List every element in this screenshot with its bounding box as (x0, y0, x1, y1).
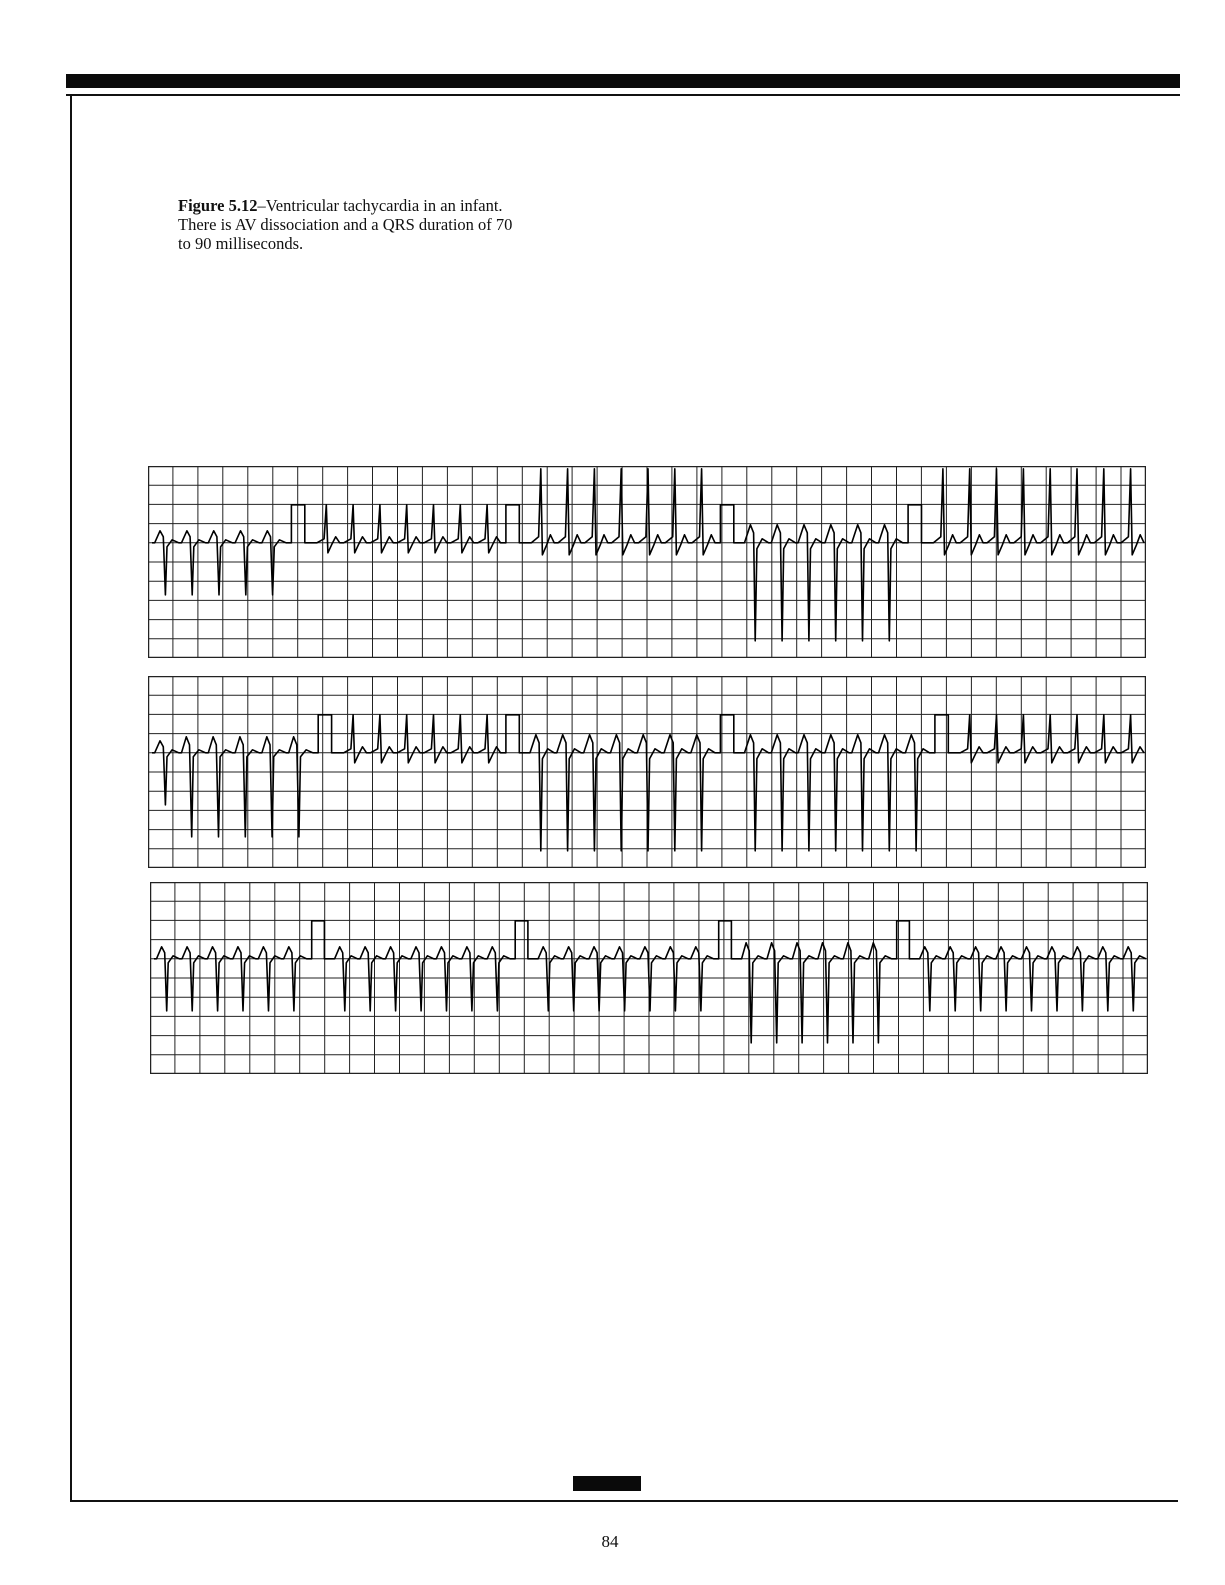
ecg-strip-3 (150, 882, 1148, 1074)
ecg-strip-svg-3 (150, 882, 1148, 1074)
page-number: 84 (601, 1532, 619, 1551)
caption-line-2: There is AV dissociation and a QRS duration of 70 (178, 215, 513, 234)
ecg-strip-1 (148, 466, 1146, 658)
top-rule-bar (66, 74, 1180, 88)
caption-text-1: –Ventricular tachycardia in an infant. (257, 196, 503, 215)
caption-line-1 (178, 196, 598, 215)
caption-line-3: to 90 milliseconds. (178, 234, 304, 253)
footer-block (573, 1476, 641, 1491)
frame-left-line (70, 94, 72, 1502)
frame-bottom-line (70, 1500, 1178, 1502)
ecg-strip-svg-1 (148, 466, 1146, 658)
figure-caption (178, 196, 598, 253)
ecg-strip-2 (148, 676, 1146, 868)
ecg-strip-svg-2 (148, 676, 1146, 868)
frame-top-line (66, 94, 1180, 96)
figure-label: Figure 5.12 (178, 196, 258, 215)
ecg-trace (154, 921, 1146, 1043)
ecg-trace (152, 715, 1144, 851)
ecg-trace (152, 469, 1144, 641)
